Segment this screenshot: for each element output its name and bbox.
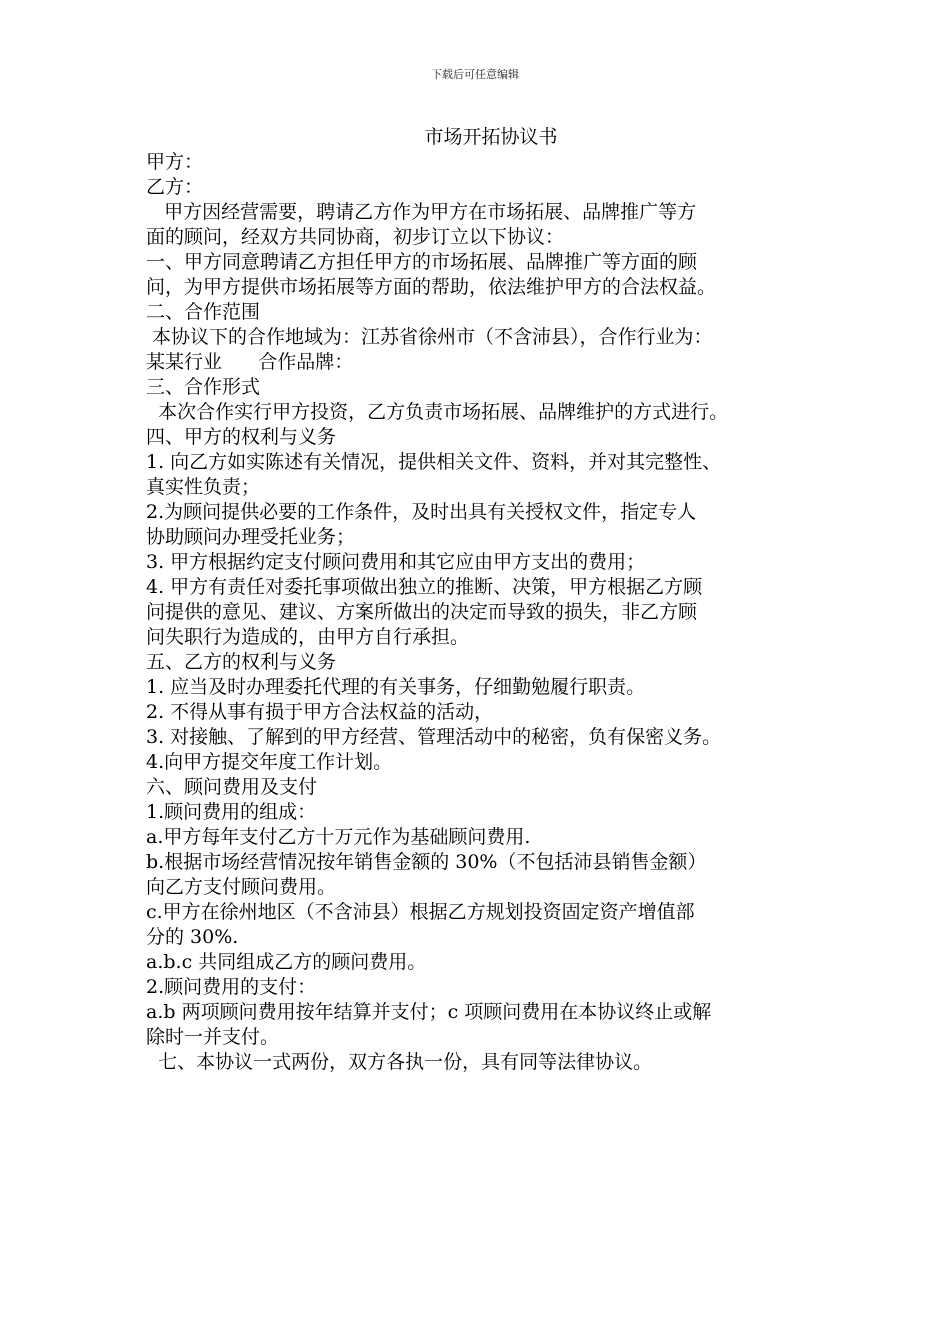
text-line: 1. 应当及时办理委托代理的有关事务，仔细勤勉履行职责。 (146, 676, 646, 698)
text-line: 本协议下的合作地域为：江苏省徐州市（不含沛县），合作行业为： (146, 326, 713, 348)
text-line: 3. 甲方根据约定支付顾问费用和其它应由甲方支出的费用； (146, 551, 646, 573)
text-line: 二、合作范围 (146, 301, 261, 323)
text-line: 四、甲方的权利与义务 (146, 426, 337, 448)
text-line: 问提供的意见、建议、方案所做出的决定而导致的损失，非乙方顾 (146, 601, 698, 623)
text-line: 三、合作形式 (146, 376, 261, 398)
text-line: 乙方： (146, 176, 204, 198)
text-line: 一、甲方同意聘请乙方担任甲方的市场拓展、品牌推广等方面的顾 (146, 251, 698, 273)
text-line: 向乙方支付顾问费用。 (146, 876, 337, 898)
text-line: 3. 对接触、了解到的甲方经营、管理活动中的秘密，负有保密义务。 (146, 726, 722, 748)
text-line: 本次合作实行甲方投资，乙方负责市场拓展、品牌维护的方式进行。 (146, 401, 729, 423)
text-line: 问失职行为造成的，由甲方自行承担。 (146, 626, 470, 648)
text-line: 某某行业 合作品牌： (146, 351, 354, 373)
text-line: 1. 向乙方如实陈述有关情况，提供相关文件、资料，并对其完整性、 (146, 451, 722, 473)
text-line: b.根据市场经营情况按年销售金额的 30%（不包括沛县销售金额） (146, 851, 707, 873)
text-line: 分的 30%. (146, 926, 239, 948)
text-line: c.甲方在徐州地区（不含沛县）根据乙方规划投资固定资产增值部 (146, 901, 695, 923)
text-line: 面的顾问，经双方共同协商，初步订立以下协议： (146, 226, 565, 248)
text-line: 2. 不得从事有损于甲方合法权益的活动， (146, 701, 494, 723)
text-line: 2.为顾问提供必要的工作条件，及时出具有关授权文件，指定专人 (146, 501, 697, 523)
text-line: 真实性负责； (146, 476, 261, 498)
header-note: 下载后可任意编辑 (431, 68, 519, 81)
text-line: 甲方： (146, 151, 204, 173)
text-line: 1.顾问费用的组成： (146, 801, 317, 823)
text-line: 除时一并支付。 (146, 1026, 280, 1048)
text-line: 甲方因经营需要，聘请乙方作为甲方在市场拓展、品牌推广等方 (146, 201, 697, 223)
text-line: 问，为甲方提供市场拓展等方面的帮助，依法维护甲方的合法权益。 (146, 276, 717, 298)
text-line: 七、本协议一式两份，双方各执一份，具有同等法律协议。 (146, 1051, 653, 1073)
text-line: 4.向甲方提交年度工作计划。 (146, 751, 393, 773)
text-line: 六、顾问费用及支付 (146, 776, 318, 798)
text-line: 2.顾问费用的支付： (146, 976, 317, 998)
text-line: 协助顾问办理受托业务； (146, 526, 356, 548)
text-line: a.甲方每年支付乙方十万元作为基础顾问费用. (146, 826, 531, 848)
text-line: 4. 甲方有责任对委托事项做出独立的推断、决策，甲方根据乙方顾 (146, 576, 703, 598)
text-line: a.b.c 共同组成乙方的顾问费用。 (146, 951, 427, 973)
document-body (146, 124, 836, 1075)
document-lines (146, 150, 836, 1075)
text-line: 五、乙方的权利与义务 (146, 651, 337, 673)
text-line: a.b 两项顾问费用按年结算并支付；c 项顾问费用在本协议终止或解 (146, 1001, 712, 1023)
document-title: 市场开拓协议书 (424, 126, 558, 148)
